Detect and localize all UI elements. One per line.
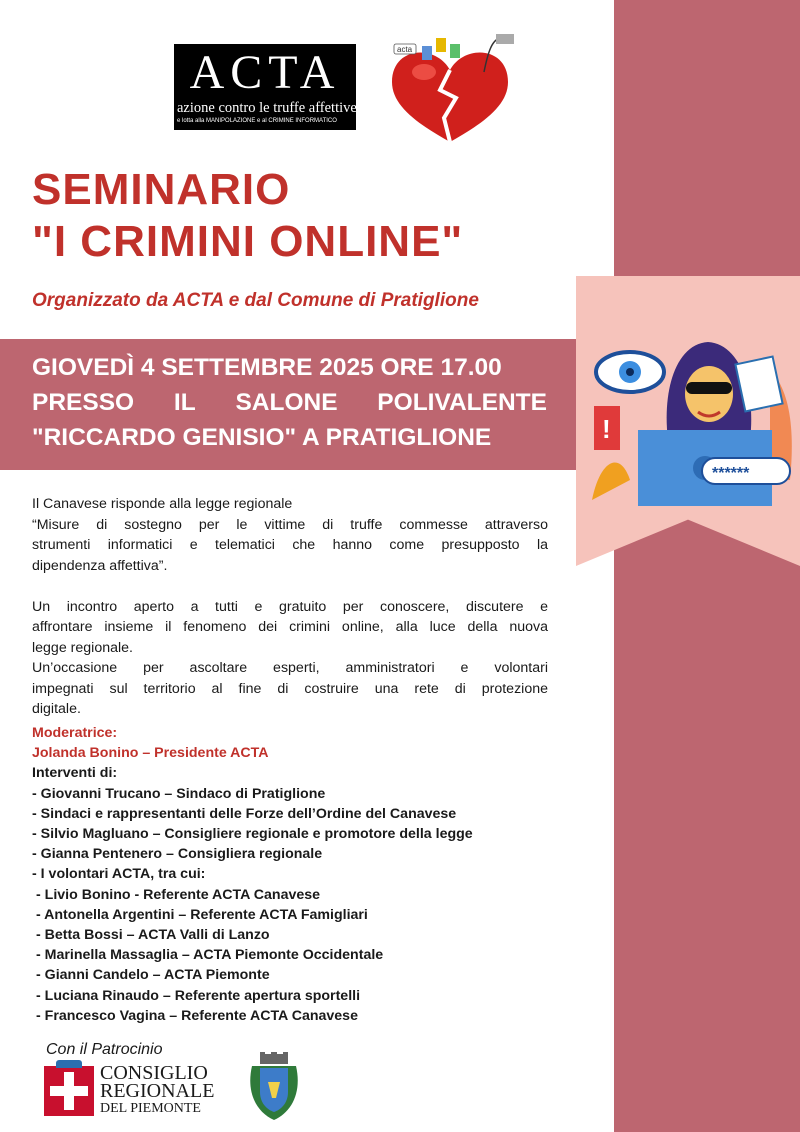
acta-logo-subtagline: e lotta alla MANIPOLAZIONE e al CRIMINE INFORMATICO	[177, 118, 337, 124]
agenda	[32, 723, 572, 1026]
intro-line: Il Canavese risponde alla legge regionale	[32, 496, 293, 512]
acta-logo-wordmark: ACTA	[189, 46, 341, 99]
moderator-label: Moderatrice:	[32, 725, 118, 741]
municipal-coat-of-arms-icon	[246, 1052, 302, 1122]
title-line-1: SEMINARIO	[32, 165, 291, 214]
venue-word: SALONE	[235, 389, 338, 416]
consiglio-regionale-logo	[44, 1064, 220, 1118]
intro-line: strumenti informatici e telematici che hanno come presupposto la	[32, 537, 548, 553]
volunteer-item: - Betta Bossi – ACTA Valli di Lanzo	[36, 927, 270, 944]
intro-line: digitale.	[32, 701, 81, 717]
intro-text	[32, 494, 548, 720]
event-info	[32, 350, 547, 455]
acta-logo	[174, 44, 356, 130]
intro-line: Un’occasione per ascoltare esperti, amministratori e volontari	[32, 660, 548, 676]
speaker-item: - I volontari ACTA, tra cui:	[32, 866, 206, 883]
password-mask: ******	[712, 465, 750, 482]
hacker-illustration	[590, 330, 800, 510]
consiglio-line-1: CONSIGLIO	[100, 1062, 208, 1084]
title-line-2: "I CRIMINI ONLINE"	[32, 217, 464, 266]
broken-heart-logo	[388, 32, 520, 144]
intro-line: Un incontro aperto a tutti e gratuito per conoscere, discutere e	[32, 598, 548, 615]
venue-word: IL	[173, 389, 196, 416]
speakers-label: Interventi di:	[32, 765, 118, 782]
organizer-subtitle: Organizzato da ACTA e dal Comune di Pratiglione	[32, 290, 479, 311]
speaker-item: - Giovanni Trucano – Sindaco di Pratiglione	[32, 785, 326, 802]
speaker-item: - Sindaci e rappresentanti delle Forze dell’Ordine del Canavese	[32, 805, 457, 822]
volunteer-item: - Luciana Rinaudo – Referente apertura sportelli	[36, 987, 361, 1004]
event-venue-name: "RICCARDO GENISIO" A PRATIGLIONE	[32, 424, 492, 451]
speaker-item: - Gianna Pentenero – Consigliera regionale	[32, 846, 323, 863]
intro-line: impegnati sul territorio al fine di costruire una rete di protezione	[32, 680, 548, 697]
right-decorative-band	[614, 0, 800, 1132]
consiglio-line-3: DEL PIEMONTE	[100, 1101, 201, 1116]
heart-logo-label: acta	[397, 45, 413, 54]
volunteer-item: - Antonella Argentini – Referente ACTA Famigliari	[36, 906, 368, 923]
venue-word: PRESSO	[32, 389, 135, 416]
piemonte-flag-icon	[44, 1066, 94, 1116]
intro-line: dipendenza affettiva”.	[32, 557, 168, 574]
moderator-name: Jolanda Bonino – Presidente ACTA	[32, 745, 269, 762]
intro-line: legge regionale.	[32, 639, 133, 656]
volunteer-item: - Gianni Candelo – ACTA Piemonte	[36, 967, 270, 984]
venue-word: POLIVALENTE	[377, 389, 547, 416]
consiglio-line-2: REGIONALE	[100, 1080, 215, 1102]
event-venue-line	[32, 385, 547, 420]
alert-symbol: !	[602, 414, 611, 444]
intro-line: affrontare insieme il fenomeno dei crimini online, alla luce della nuova	[32, 619, 548, 635]
volunteer-item: - Marinella Massaglia – ACTA Piemonte Occidentale	[36, 947, 384, 964]
acta-logo-tagline: azione contro le truffe affettive	[177, 100, 357, 116]
patronage-label: Con il Patrocinio	[46, 1041, 163, 1058]
page-title	[32, 164, 463, 268]
speaker-item: - Silvio Magluano – Consigliere regionale e promotore della legge	[32, 826, 473, 843]
crown-icon	[56, 1060, 82, 1068]
event-date-time: GIOVEDÌ 4 SETTEMBRE 2025 ORE 17.00	[32, 354, 502, 381]
intro-line: “Misure di sostegno per le vittime di truffe commesse attraverso	[32, 516, 548, 533]
volunteer-item: - Livio Bonino - Referente ACTA Canavese	[36, 886, 321, 903]
volunteer-item: - Francesco Vagina – Referente ACTA Canavese	[36, 1007, 358, 1024]
